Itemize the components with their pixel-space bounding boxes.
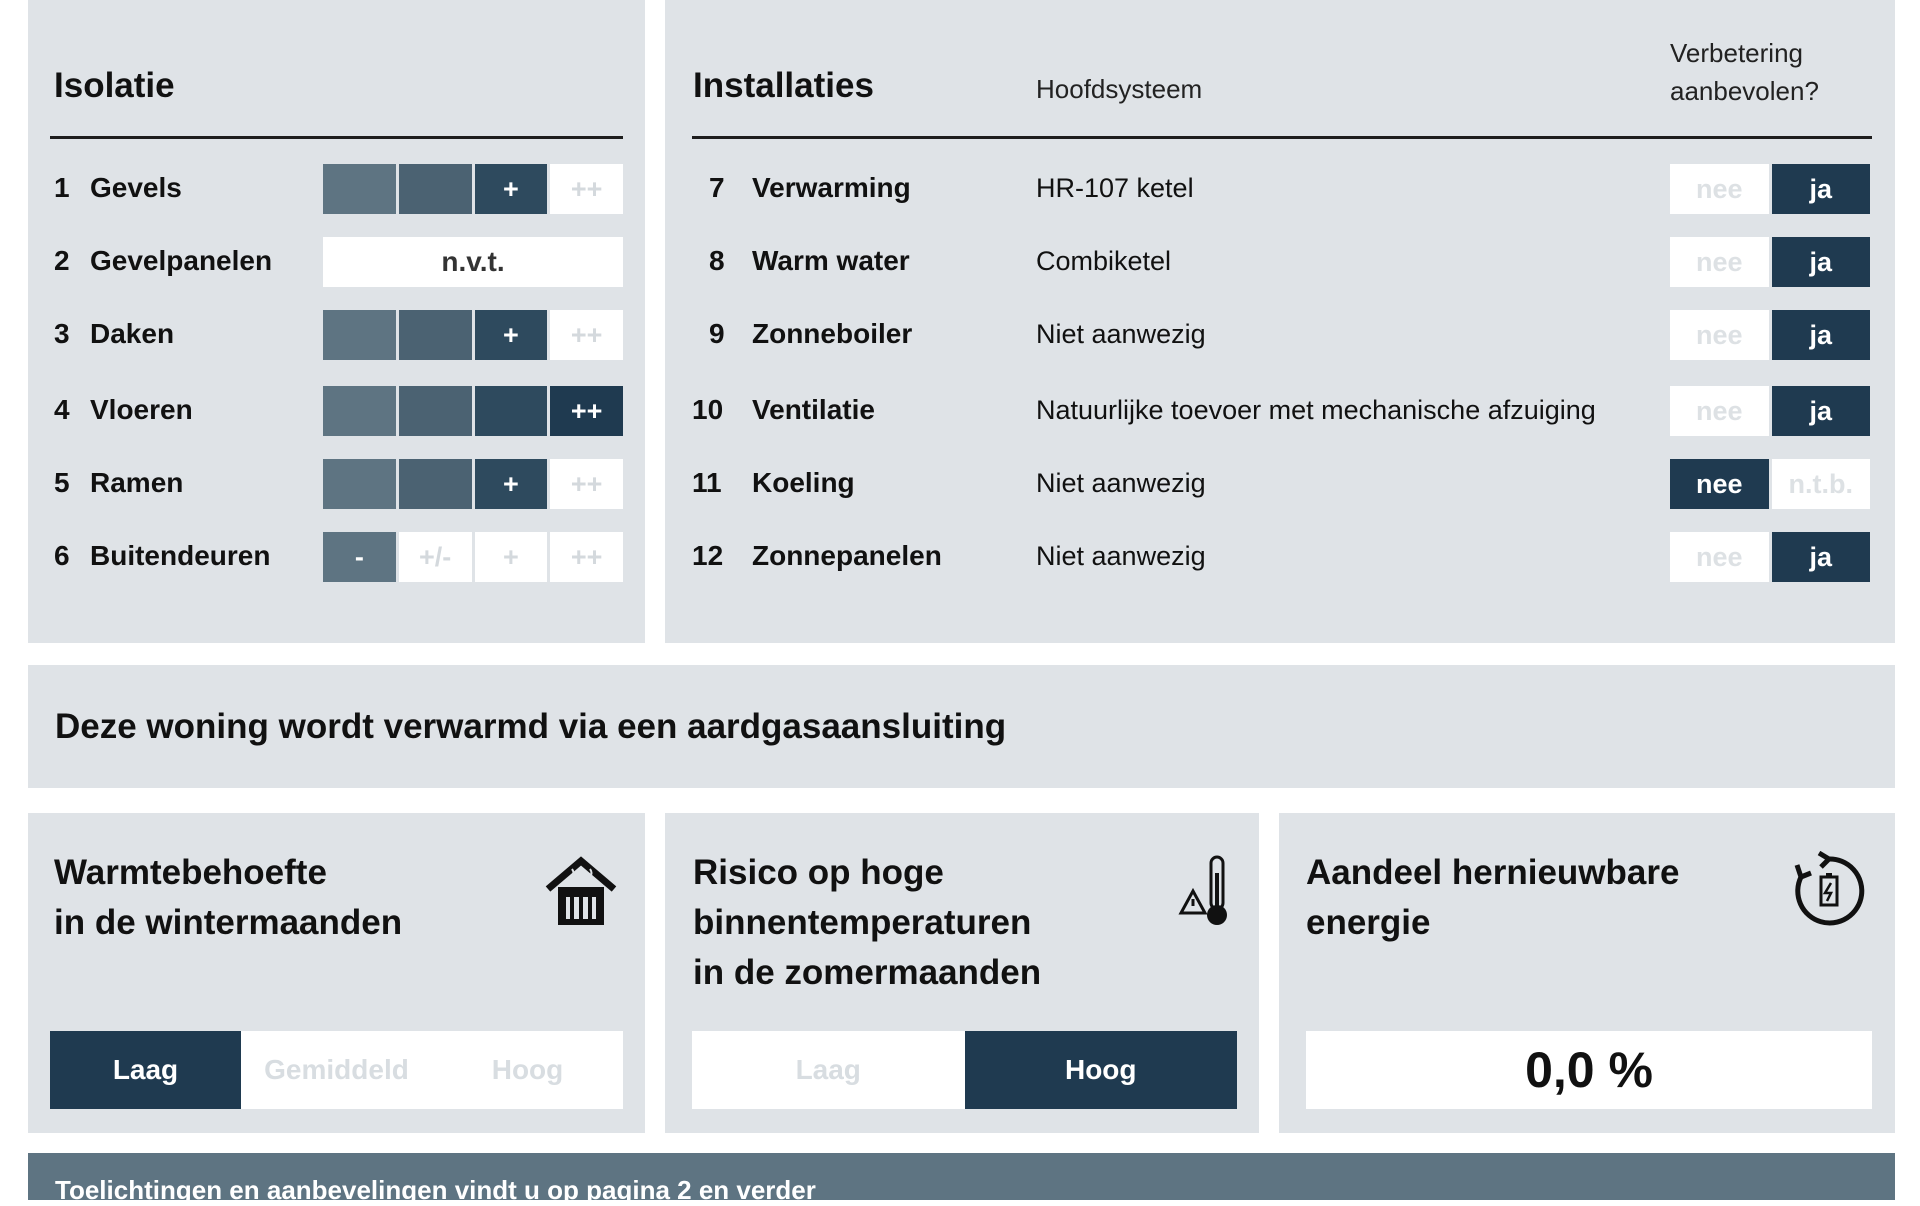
renewable-cycle-icon bbox=[1789, 851, 1869, 936]
yes-option: ja bbox=[1772, 532, 1871, 582]
row-label: Koeling bbox=[752, 467, 855, 498]
not-applicable-value: n.v.t. bbox=[323, 237, 623, 287]
row-number: 1 bbox=[54, 172, 70, 203]
yes-option: ja bbox=[1772, 164, 1871, 214]
row-number: 3 bbox=[54, 318, 70, 349]
heat-demand-title bbox=[54, 848, 402, 948]
rating-cell: ++ bbox=[550, 532, 623, 582]
title-line: binnentemperaturen bbox=[693, 903, 1032, 942]
row-number: 7 bbox=[709, 172, 725, 203]
row-number: 8 bbox=[709, 245, 725, 276]
row-number: 4 bbox=[54, 394, 70, 425]
yes-option: ja bbox=[1772, 237, 1871, 287]
overheating-risk-card bbox=[665, 813, 1259, 1133]
row-label: Ventilatie bbox=[752, 394, 875, 425]
title-line: in de wintermaanden bbox=[54, 903, 403, 942]
no-option: nee bbox=[1670, 164, 1769, 214]
footer-text: Toelichtingen en aanbevelingen vindt u op pagina 2 en verder bbox=[55, 1175, 816, 1205]
row-label: Zonneboiler bbox=[752, 318, 913, 349]
system-value: Combiketel bbox=[1036, 246, 1172, 276]
row-label: Gevels bbox=[90, 172, 182, 203]
title-line: in de zomermaanden bbox=[693, 953, 1042, 992]
meter-option-high: Hoog bbox=[432, 1031, 623, 1109]
footer-bar bbox=[28, 1153, 1895, 1205]
renewable-percentage: 0,0 % bbox=[1306, 1031, 1872, 1109]
title-line: Warmtebehoefte bbox=[54, 853, 327, 892]
rating-cell bbox=[399, 459, 472, 509]
heat-demand-meter bbox=[50, 1031, 623, 1109]
gas-connection-text: Deze woning wordt verwarmd via een aardgasaansluiting bbox=[55, 707, 1007, 746]
rating-cell bbox=[323, 386, 396, 436]
renewable-share-card bbox=[1279, 813, 1895, 1133]
rating-cell: +/- bbox=[399, 532, 472, 582]
no-option: nee bbox=[1670, 237, 1769, 287]
installations-divider bbox=[692, 136, 1872, 139]
title-line: Aandeel hernieuwbare bbox=[1306, 853, 1680, 892]
row-label: Verwarming bbox=[752, 172, 911, 203]
row-label: Warm water bbox=[752, 245, 910, 276]
rating-scale-gevels bbox=[323, 164, 623, 214]
rating-cell: + bbox=[475, 164, 548, 214]
rating-cell bbox=[323, 459, 396, 509]
row-label: Buitendeuren bbox=[90, 540, 271, 571]
row-number: 12 bbox=[692, 540, 724, 571]
rating-cell: + bbox=[475, 310, 548, 360]
improvement-toggle bbox=[1670, 459, 1870, 509]
system-value: Niet aanwezig bbox=[1036, 319, 1206, 349]
installations-title: Installaties bbox=[693, 66, 874, 105]
house-heating-icon bbox=[544, 855, 618, 932]
improvement-toggle bbox=[1670, 532, 1870, 582]
row-label: Zonnepanelen bbox=[752, 540, 942, 571]
row-label: Gevelpanelen bbox=[90, 245, 273, 276]
insulation-divider bbox=[50, 136, 623, 139]
main-system-header: Hoofdsysteem bbox=[1036, 74, 1203, 104]
rating-cell: ++ bbox=[550, 310, 623, 360]
system-value: HR-107 ketel bbox=[1036, 173, 1194, 203]
insulation-panel bbox=[28, 0, 645, 643]
row-number: 11 bbox=[692, 467, 722, 498]
rating-cell: ++ bbox=[550, 386, 623, 436]
yes-option: ja bbox=[1772, 386, 1871, 436]
insulation-title: Isolatie bbox=[54, 66, 175, 105]
meter-option-high: Hoog bbox=[965, 1031, 1238, 1109]
no-option: nee bbox=[1670, 532, 1769, 582]
rating-cell bbox=[399, 164, 472, 214]
rating-cell bbox=[475, 386, 548, 436]
title-line: energie bbox=[1306, 903, 1431, 942]
rating-cell: ++ bbox=[550, 459, 623, 509]
title-line: Risico op hoge bbox=[693, 853, 944, 892]
system-value: Natuurlijke toevoer met mechanische afzuiging bbox=[1036, 395, 1596, 425]
improvement-toggle bbox=[1670, 386, 1870, 436]
renewable-title bbox=[1306, 848, 1679, 948]
meter-option-low: Laag bbox=[50, 1031, 241, 1109]
overheating-title bbox=[693, 848, 1041, 998]
improvement-header: Verbetering aanbevolen? bbox=[1670, 38, 1819, 106]
rating-cell: - bbox=[323, 532, 396, 582]
rating-scale-ramen bbox=[323, 459, 623, 509]
row-label: Daken bbox=[90, 318, 175, 349]
rating-cell: ++ bbox=[550, 164, 623, 214]
no-option: nee bbox=[1670, 310, 1769, 360]
row-number: 9 bbox=[709, 318, 725, 349]
row-number: 2 bbox=[54, 245, 70, 276]
gas-connection-banner bbox=[28, 665, 1895, 788]
overheating-meter bbox=[692, 1031, 1237, 1109]
no-option: nee bbox=[1670, 386, 1769, 436]
rating-scale-buitendeuren bbox=[323, 532, 623, 582]
not-determined-option: n.t.b. bbox=[1772, 459, 1871, 509]
row-label: Vloeren bbox=[90, 394, 193, 425]
row-label: Ramen bbox=[90, 467, 184, 498]
rating-cell bbox=[399, 310, 472, 360]
system-value: Niet aanwezig bbox=[1036, 541, 1206, 571]
row-number: 6 bbox=[54, 540, 70, 571]
row-number: 5 bbox=[54, 467, 70, 498]
meter-option-low: Laag bbox=[692, 1031, 965, 1109]
rating-cell: + bbox=[475, 459, 548, 509]
rating-cell bbox=[323, 164, 396, 214]
rating-scale-vloeren bbox=[323, 386, 623, 436]
rating-cell bbox=[399, 386, 472, 436]
improvement-toggle bbox=[1670, 164, 1870, 214]
meter-option-medium: Gemiddeld bbox=[241, 1031, 432, 1109]
improvement-toggle bbox=[1670, 310, 1870, 360]
installations-panel bbox=[665, 0, 1895, 643]
thermometer-warning-icon bbox=[1177, 853, 1237, 934]
row-number: 10 bbox=[692, 394, 724, 425]
heat-demand-card bbox=[28, 813, 645, 1133]
rating-cell: + bbox=[475, 532, 548, 582]
improvement-toggle bbox=[1670, 237, 1870, 287]
no-option: nee bbox=[1670, 459, 1769, 509]
yes-option: ja bbox=[1772, 310, 1871, 360]
rating-scale-daken bbox=[323, 310, 623, 360]
system-value: Niet aanwezig bbox=[1036, 468, 1206, 498]
rating-cell bbox=[323, 310, 396, 360]
